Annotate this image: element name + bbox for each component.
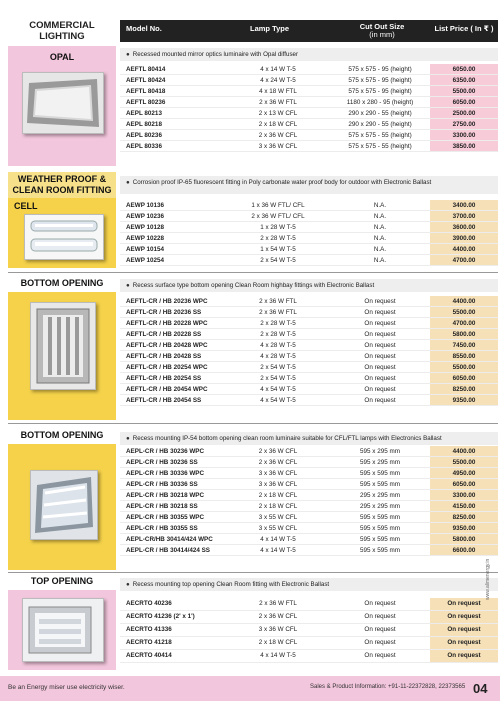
table-row: AEFTL-CR / HB 20228 SS 2 x 28 W T-5 On request 5800.00 xyxy=(120,329,498,340)
divider xyxy=(8,272,498,273)
table-row: AEFTL-CR / HB 20254 SS 2 x 54 W T-5 On request 6050.00 xyxy=(120,373,498,384)
table-row: AEPL-CR / HB 30336 WPC 3 x 36 W CFL 595 x 595 mm 4950.00 xyxy=(120,468,498,479)
category-title: COMMERCIAL LIGHTING xyxy=(29,20,95,42)
table-row: AEPL-CR / HB 30414/424 SS 4 x 14 W T-5 595 x 595 mm 6600.00 xyxy=(120,545,498,556)
desc-top-opening: ● Recess mounting top opening Clean Room fitting with Electronic Ballast xyxy=(120,578,498,591)
desc-bottom-opening-1: ● Recess surface type bottom opening Clean Room highbay fittings with Electronic Ballast xyxy=(120,279,498,292)
cell-fitting-image xyxy=(24,214,104,260)
table-row: AEPL 80236 2 x 36 W CFL 575 x 575 - 55 (height) 3300.00 xyxy=(120,130,498,141)
table-row: AEWP 10136 1 x 36 W FTL/ CFL N.A. 3400.00 xyxy=(120,200,498,211)
desc-opal: ● Recessed mounted mirror optics luminaire with Opal diffuser xyxy=(120,48,498,61)
table-row: AEPL-CR / HB 30236 SS 2 x 36 W CFL 595 x 295 mm 5500.00 xyxy=(120,457,498,468)
top-opening-fitting-image xyxy=(22,598,104,662)
footer-tagline: Be an Energy miser use electricity wiser. xyxy=(8,684,125,691)
highbay-fitting-image xyxy=(30,302,96,390)
rows-top-opening xyxy=(120,598,498,663)
table-row: AECRTO 40236 2 x 36 W FTL On request On request xyxy=(120,598,498,611)
table-row: AECRTO 40414 4 x 14 W T-5 On request On request xyxy=(120,650,498,663)
table-row: AEFTL 80418 4 x 18 W FTL 575 x 575 - 95 (height) 5500.00 xyxy=(120,86,498,97)
table-row: AEWP 10236 2 x 36 W FTL/ CFL N.A. 3700.00 xyxy=(120,211,498,222)
table-row: AECRTO 41218 2 x 18 W CFL On request On request xyxy=(120,637,498,650)
table-header xyxy=(120,20,498,42)
opal-luminaire-image xyxy=(22,72,104,134)
table-row: AEFTL-CR / HB 20236 SS 2 x 36 W FTL On request 5500.00 xyxy=(120,307,498,318)
table-row: AEFTL-CR / HB 20254 WPC 2 x 54 W T-5 On request 5500.00 xyxy=(120,362,498,373)
table-row: AEFTL-CR / HB 20454 SS 4 x 54 W T-5 On request 9350.00 xyxy=(120,395,498,406)
table-row: AEWP 10254 2 x 54 W T-5 N.A. 4700.00 xyxy=(120,255,498,266)
rows-weatherproof xyxy=(120,200,498,266)
table-row: AEPL 80218 2 x 18 W CFL 290 x 290 - 55 (height) 2750.00 xyxy=(120,119,498,130)
table-row: AECRTO 41336 3 x 36 W CFL On request On request xyxy=(120,624,498,637)
section-title-bottom-opening-1: BOTTOM OPENING xyxy=(20,278,104,288)
table-row: AEPL-CR / HB 30355 WPC 3 x 55 W CFL 595 x 595 mm 8250.00 xyxy=(120,512,498,523)
table-row: AEFTL 80414 4 x 14 W T-5 575 x 575 - 95 (height) 6050.00 xyxy=(120,64,498,75)
table-row: AEFTL-CR / HB 20228 WPC 2 x 28 W T-5 On request 4700.00 xyxy=(120,318,498,329)
section-title-opal: OPAL xyxy=(49,52,75,62)
table-row: AEPL 80213 2 x 13 W CFL 290 x 290 - 55 (height) 2500.00 xyxy=(120,108,498,119)
ip54-fitting-image xyxy=(30,470,98,540)
table-row: AEPL-CR / HB 30218 SS 2 x 18 W CFL 295 x 295 mm 4150.00 xyxy=(120,501,498,512)
section-subtitle-cell: CELL xyxy=(14,201,38,211)
section-title-top-opening: TOP OPENING xyxy=(30,576,94,586)
table-row: AEWP 10128 1 x 28 W T-5 N.A. 3600.00 xyxy=(120,222,498,233)
table-row: AEPL-CR/HB 30414/424 WPC 4 x 14 W T-5 595 x 595 mm 5800.00 xyxy=(120,534,498,545)
table-row: AECRTO 41236 (2' x 1') 2 x 36 W CFL On request On request xyxy=(120,611,498,624)
desc-bottom-opening-2: ● Recess mounting IP-54 bottom opening clean room luminaire suitable for CFL/FTL lamps with Electronics Ballast xyxy=(120,432,498,445)
section-title-weatherproof: WEATHER PROOF & CLEAN ROOM FITTING xyxy=(8,172,116,198)
footer-contact: Sales & Product Information: +91-11-22372828, 22373565 xyxy=(310,684,466,690)
website-url: www.alimenergy.in xyxy=(485,558,491,600)
header-lamp: Lamp Type xyxy=(250,24,290,33)
table-row: AEFTL-CR / HB 20428 WPC 4 x 28 W T-5 On request 7450.00 xyxy=(120,340,498,351)
section-title-bottom-opening-2: BOTTOM OPENING xyxy=(20,430,104,440)
table-row: AEPL-CR / HB 30218 WPC 2 x 18 W CFL 295 x 295 mm 3300.00 xyxy=(120,490,498,501)
table-row: AEPL 80336 3 x 36 W CFL 575 x 575 - 55 (height) 3850.00 xyxy=(120,141,498,152)
desc-weatherproof: ● Corrosion proof IP-65 fluorescent fitting in Poly carbonate water proof body for outdoor with Electronic Ballast xyxy=(120,176,498,194)
table-row: AEFTL 80424 4 x 24 W T-5 575 x 575 - 95 (height) 6350.00 xyxy=(120,75,498,86)
rows-opal xyxy=(120,64,498,152)
divider xyxy=(8,572,498,573)
table-row: AEPL-CR / HB 30336 SS 3 x 36 W CFL 595 x 595 mm 6050.00 xyxy=(120,479,498,490)
table-row: AEWP 10154 1 x 54 W T-5 N.A. 4400.00 xyxy=(120,244,498,255)
rows-bottom-opening-2 xyxy=(120,446,498,556)
header-price: List Price ( In ₹ ) xyxy=(434,24,494,33)
header-model: Model No. xyxy=(126,24,162,33)
table-row: AEPL-CR / HB 30355 SS 3 x 55 W CFL 595 x 595 mm 9350.00 xyxy=(120,523,498,534)
page-number: 04 xyxy=(473,681,488,696)
footer xyxy=(0,676,500,701)
table-row: AEFTL-CR / HB 20236 WPC 2 x 36 W FTL On request 4400.00 xyxy=(120,296,498,307)
table-row: AEFTL-CR / HB 20454 WPC 4 x 54 W T-5 On request 8250.00 xyxy=(120,384,498,395)
divider xyxy=(8,423,498,424)
table-row: AEFTL-CR / HB 20428 SS 4 x 28 W T-5 On request 8550.00 xyxy=(120,351,498,362)
rows-bottom-opening-1 xyxy=(120,296,498,406)
table-row: AEFTL 80236 2 x 36 W FTL 1180 x 280 - 95 (height) 6050.00 xyxy=(120,97,498,108)
header-cut: Cut Out Size (in mm) xyxy=(359,22,405,39)
table-row: AEPL-CR / HB 30236 WPC 2 x 36 W CFL 595 x 295 mm 4400.00 xyxy=(120,446,498,457)
table-row: AEWP 10228 2 x 28 W T-5 N.A. 3900.00 xyxy=(120,233,498,244)
